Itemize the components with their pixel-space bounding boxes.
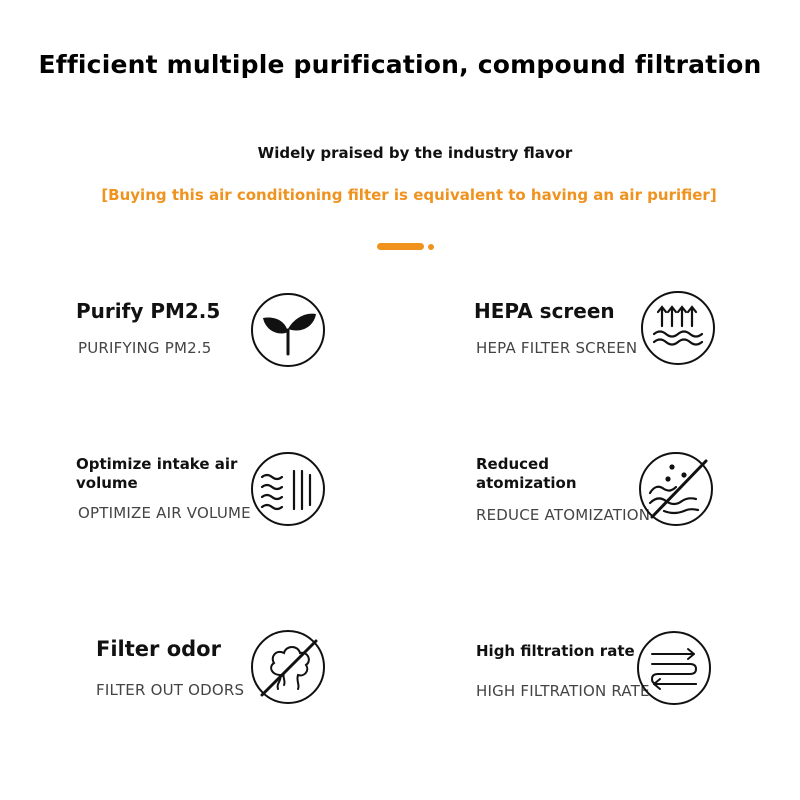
feature-reduce-atomization — [476, 455, 736, 535]
airflow-icon — [250, 451, 326, 527]
feature-subtitle: HEPA FILTER SCREEN — [476, 339, 638, 357]
feature-optimize-air-volume — [76, 455, 336, 535]
feature-subtitle: PURIFYING PM2.5 — [78, 339, 212, 357]
leaf-sprout-icon — [250, 292, 326, 368]
page-title: Efficient multiple purification, compound filtration — [38, 50, 762, 79]
divider-dot — [428, 244, 434, 250]
filtration-flow-icon — [636, 630, 712, 706]
page-subtitle: Widely praised by the industry flavor — [257, 144, 573, 162]
feature-subtitle: FILTER OUT ODORS — [96, 681, 245, 699]
feature-title: High filtration rate — [476, 642, 635, 660]
tagline: [Buying this air conditioning filter is equivalent to having an air purifier] — [101, 186, 717, 204]
no-odor-icon — [250, 629, 326, 705]
divider-bar — [377, 243, 424, 250]
feature-filter-odor — [96, 637, 336, 717]
feature-title: HEPA screen — [474, 299, 615, 323]
decorative-divider — [377, 243, 435, 250]
feature-subtitle: HIGH FILTRATION RATE — [476, 682, 650, 700]
hepa-filter-icon — [640, 290, 716, 366]
feature-hepa-screen — [474, 296, 734, 376]
no-atomization-icon — [638, 451, 714, 527]
feature-subtitle: OPTIMIZE AIR VOLUME — [78, 504, 251, 522]
feature-title: Purify PM2.5 — [76, 299, 221, 323]
feature-high-filtration-rate — [476, 642, 736, 722]
feature-purify-pm25 — [76, 296, 336, 376]
feature-title: Filter odor — [96, 637, 221, 661]
feature-subtitle: REDUCE ATOMIZATION — [476, 506, 651, 524]
feature-title: Optimize intake air volume — [76, 455, 238, 492]
feature-title: Reduced atomization — [476, 455, 577, 492]
